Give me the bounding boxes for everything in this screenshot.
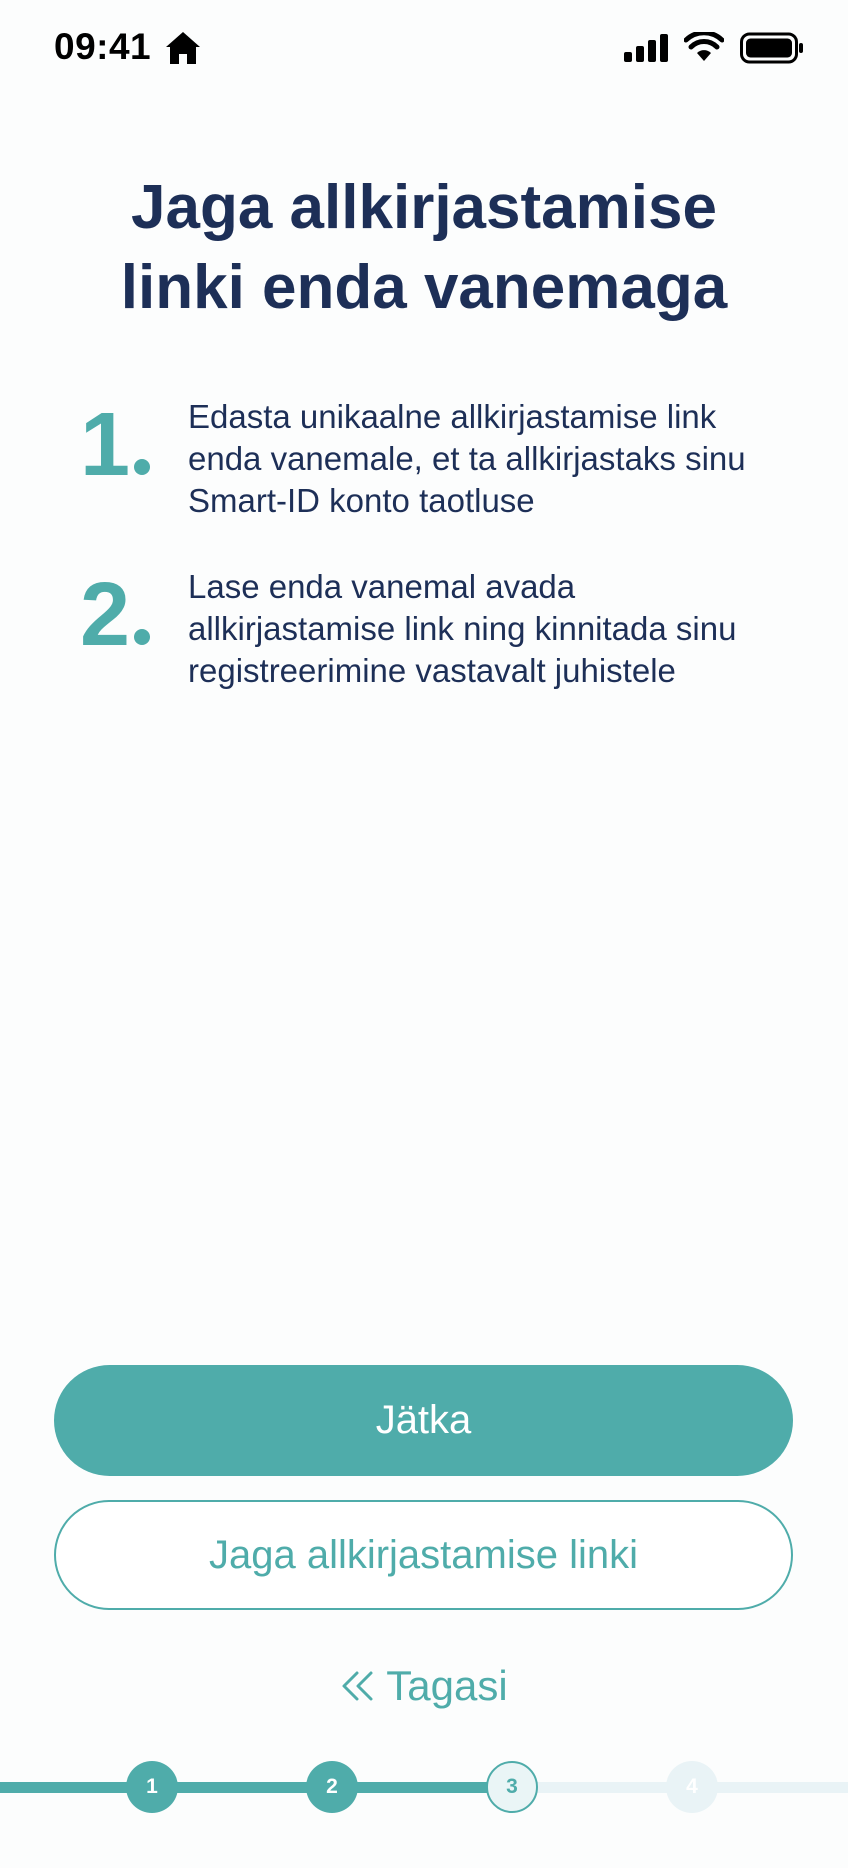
step-number-dot: [134, 629, 150, 645]
stepper-node-1: 1: [126, 1761, 178, 1813]
page-title: [40, 168, 808, 328]
double-chevron-left-icon: [340, 1668, 376, 1704]
back-link[interactable]: [0, 1662, 848, 1710]
step-number: 2: [80, 570, 150, 660]
signal-icon: [624, 34, 670, 62]
continue-button[interactable]: Jätka: [54, 1365, 793, 1476]
step-text: Edasta unikaalne allkirjastamise link enda vanemale, et ta allkirjastaks sinu Smart-ID konto taotluse: [188, 398, 746, 519]
step-number-dot: [134, 459, 150, 475]
status-time: 09:41: [54, 26, 152, 67]
stepper-node-2: 2: [306, 1761, 358, 1813]
step-number: 1: [80, 400, 150, 490]
status-bar: [0, 0, 848, 100]
page-title-line-2: linki enda vanemaga: [120, 253, 728, 322]
page-title-line-1: Jaga allkirjastamise: [131, 173, 717, 242]
back-link-label: Tagasi: [386, 1662, 508, 1709]
stepper-node-3: 3: [486, 1761, 538, 1813]
progress-fill: [0, 1782, 512, 1793]
progress-stepper: [0, 1760, 848, 1814]
share-link-button[interactable]: Jaga allkirjastamise linki: [54, 1500, 793, 1610]
home-icon: [164, 30, 202, 66]
wifi-icon: [684, 32, 724, 62]
stepper-node-4: 4: [666, 1761, 718, 1813]
step-text: Lase enda vanemal avada allkirjastamise link ning kinnitada sinu registreerimine vastavalt juhistele: [188, 568, 737, 689]
battery-icon: [740, 32, 804, 64]
